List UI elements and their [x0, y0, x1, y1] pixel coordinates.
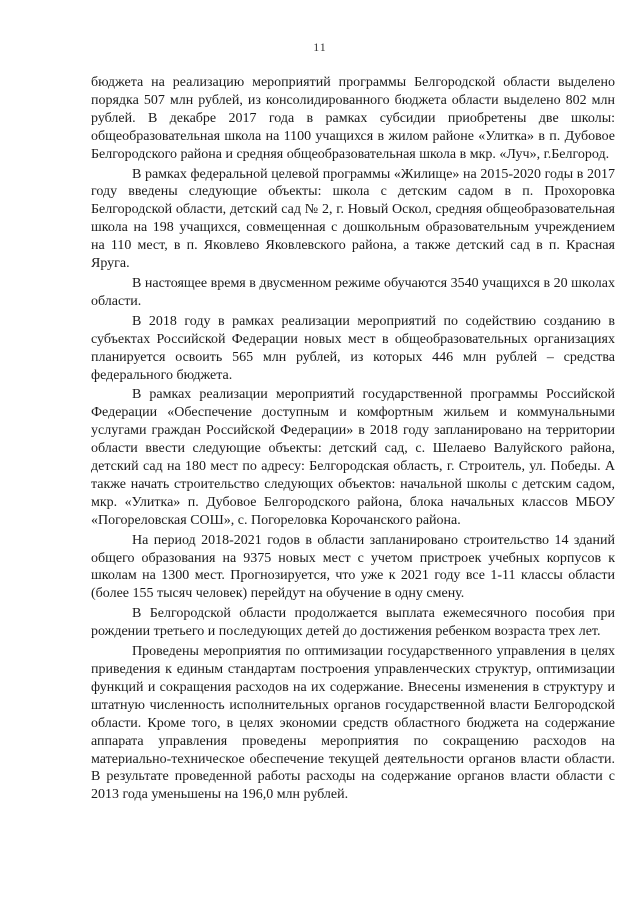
- paragraph-zhilishche-program: В рамках федеральной целевой программы «Жилище» на 2015-2020 годы в 2017 году введены следующие объекты: школа с детским садом в п. Прохоровка Белгородской области, детский сад № 2, г. Новый Оскол, средняя общеобразовательная школа на 198 учащихся, совмещенная с дошкольным образовательным учреждением на 110 мест, в п. Яковлево Яковлевского района, а также детский сад в п. Красная Яруга.: [91, 166, 615, 272]
- paragraph-two-shift-schools: В настоящее время в двусменном режиме обучаются 3540 учащихся в 20 школах области.: [91, 275, 615, 309]
- document-body: [91, 74, 615, 806]
- page-number: 11: [313, 40, 327, 54]
- paragraph-budget-schools: бюджета на реализацию мероприятий программы Белгородской области выделено порядка 507 млн рублей, из консолидированного бюджета области выделено 802 млн рублей. В декабре 2017 года в рамках субсидии приобретены две школы: общеобразовательная школа на 1100 учащихся в жилом районе «Улитка» в п. Дубовое Белгородского района и средняя общеобразовательная школа в мкр. «Луч», г.Белгород.: [91, 75, 615, 162]
- paragraph-2018-new-places: В 2018 году в рамках реализации мероприятий по содействию созданию в субъектах Российской Федерации новых мест в общеобразовательных организациях планируется освоить 565 млн рублей, из которых 446 млн рублей – средства федерального бюджета.: [91, 313, 615, 383]
- paragraph-housing-program-objects: В рамках реализации мероприятий государственной программы Российской Федерации «Обеспечение доступным и комфортным жильем и коммунальными услугами граждан Российской Федерации» в 2018 году запланировано на территории области ввести следующие объекты: детский сад, с. Шелаево Валуйского района, детский сад на 180 мест по адресу: Белгородская область, г. Строитель, ул. Победы. А также начать строительство следующих объектов: начальной школы с детским садом, мкр. «Улитка» п. Дубовое Белгородского района, блока начальных классов МБОУ «Погореловская СОШ», с. Погореловка Корочанского района.: [91, 387, 615, 528]
- paragraph-2018-2021-construction: На период 2018-2021 годов в области запланировано строительство 14 зданий общего образования на 9375 новых мест с учетом пристроек учебных корпусов к школам на 1300 мест. Прогнозируется, что уже к 2021 году все 1-11 классы области (более 155 тысяч человек) перейдут на обучение в одну смену.: [91, 532, 615, 602]
- paragraph-government-optimization: Проведены мероприятия по оптимизации государственного управления в целях приведения к единым стандартам построения управленческих структур, оптимизации функций и сокращения расходов на их содержание. Внесены изменения в структуру и штатную численность исполнительных органов государственной власти Белгородской области. Кроме того, в целях экономии средств областного бюджета на содержание аппарата управления проведены мероприятия по сокращению расходов на материально-техническое обеспечение текущей деятельности органов власти области. В результате проведенной работы расходы на содержание органов власти области с 2013 года уменьшены на 196,0 млн рублей.: [91, 644, 615, 803]
- paragraph-child-allowance: В Белгородской области продолжается выплата ежемесячного пособия при рождении третьего и последующих детей до достижения ребенком возраста трех лет.: [91, 606, 615, 640]
